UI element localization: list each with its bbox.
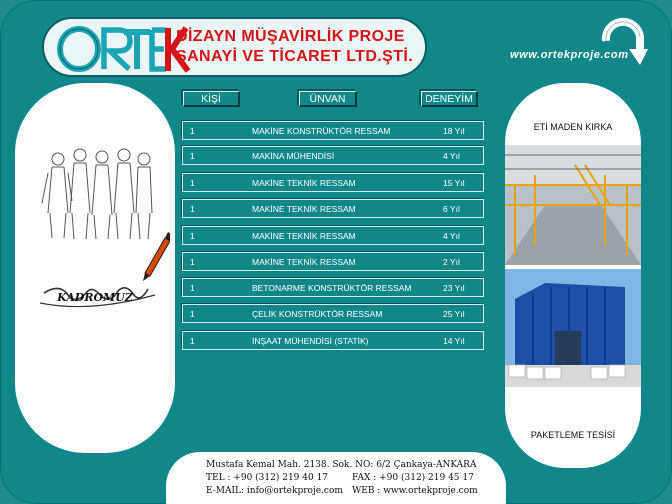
staff-count: 1 <box>190 309 195 319</box>
staff-title: MAKİNE TEKNİK RESSAM <box>252 204 356 214</box>
staff-count: 1 <box>190 283 195 293</box>
company-name-line2: SANAYİ VE TİCARET LTD.ŞTİ. <box>176 48 414 65</box>
staff-count: 1 <box>190 204 195 214</box>
company-header <box>42 17 427 77</box>
staff-experience: 18 Yıl <box>443 126 465 136</box>
staff-title: BETONARME KONSTRÜKTÖR RESSAM <box>252 283 412 293</box>
header-deneyim: DENEYİM <box>421 91 478 107</box>
staff-row <box>182 252 484 271</box>
factory-interior-photo <box>505 145 641 265</box>
company-name-line1: DİZAYN MÜŞAVİRLİK PROJE <box>176 28 405 45</box>
staff-row <box>182 146 484 165</box>
staff-row <box>182 121 484 140</box>
staff-title: MAKİNE TEKNİK RESSAM <box>252 231 356 241</box>
project-panel <box>505 83 641 468</box>
packaging-facility-photo <box>505 269 641 387</box>
web-link[interactable]: WEB : www.ortekproje.com <box>352 486 478 496</box>
team-caption: KADROMUZ <box>57 291 133 304</box>
email-link[interactable]: E-MAIL: info@ortekproje.com <box>206 486 343 496</box>
staff-count: 1 <box>190 151 195 161</box>
staff-experience: 4 Yıl <box>443 151 460 161</box>
header-unvan: ÜNVAN <box>299 91 357 107</box>
staff-experience: 15 Yıl <box>443 178 465 188</box>
staff-row <box>182 226 484 245</box>
staff-experience: 6 Yıl <box>443 204 460 214</box>
staff-row <box>182 278 484 297</box>
staff-count: 1 <box>190 126 195 136</box>
staff-count: 1 <box>190 178 195 188</box>
staff-count: 1 <box>190 231 195 241</box>
project-title-top: ETİ MADEN KIRKA <box>533 122 613 132</box>
address-text: Mustafa Kemal Mah. 2138. Sok. NO: 6/2 Çankaya-ANKARA <box>206 460 477 470</box>
website-link[interactable]: www.ortekproje.com <box>510 49 629 61</box>
staff-experience: 4 Yıl <box>443 231 460 241</box>
header-kisi: KİŞİ <box>183 91 240 107</box>
staff-row <box>182 304 484 323</box>
staff-title: MAKİNE TEKNİK RESSAM <box>252 178 356 188</box>
curved-arrow-down-icon[interactable] <box>598 15 648 69</box>
fax-text: FAX : +90 (312) 219 45 17 <box>352 473 474 483</box>
staff-title: ÇELİK KONSTRÜKTÖR RESSAM <box>252 309 383 319</box>
staff-title: İNŞAAT MÜHENDİSİ (STATİK) <box>252 336 369 346</box>
tel-text: TEL : +90 (312) 219 40 17 <box>206 473 329 483</box>
staff-count: 1 <box>190 336 195 346</box>
project-title-bottom: PAKETLEME TESİSİ <box>530 430 616 440</box>
company-name <box>176 27 413 67</box>
staff-experience: 23 Yıl <box>443 283 465 293</box>
contact-footer <box>166 452 506 504</box>
staff-title: MAKİNE TEKNİK RESSAM <box>252 257 356 267</box>
staff-experience: 2 Yıl <box>443 257 460 267</box>
team-panel <box>15 83 175 453</box>
staff-row <box>182 331 484 350</box>
staff-experience: 25 Yıl <box>443 309 465 319</box>
staff-row <box>182 173 484 192</box>
staff-count: 1 <box>190 257 195 267</box>
staff-title: MAKİNE KONSTRÜKTÖR RESSAM <box>252 126 391 136</box>
staff-title: MAKİNA MÜHENDİSİ <box>252 151 335 161</box>
staff-experience: 14 Yıl <box>443 336 465 346</box>
staff-row <box>182 199 484 218</box>
